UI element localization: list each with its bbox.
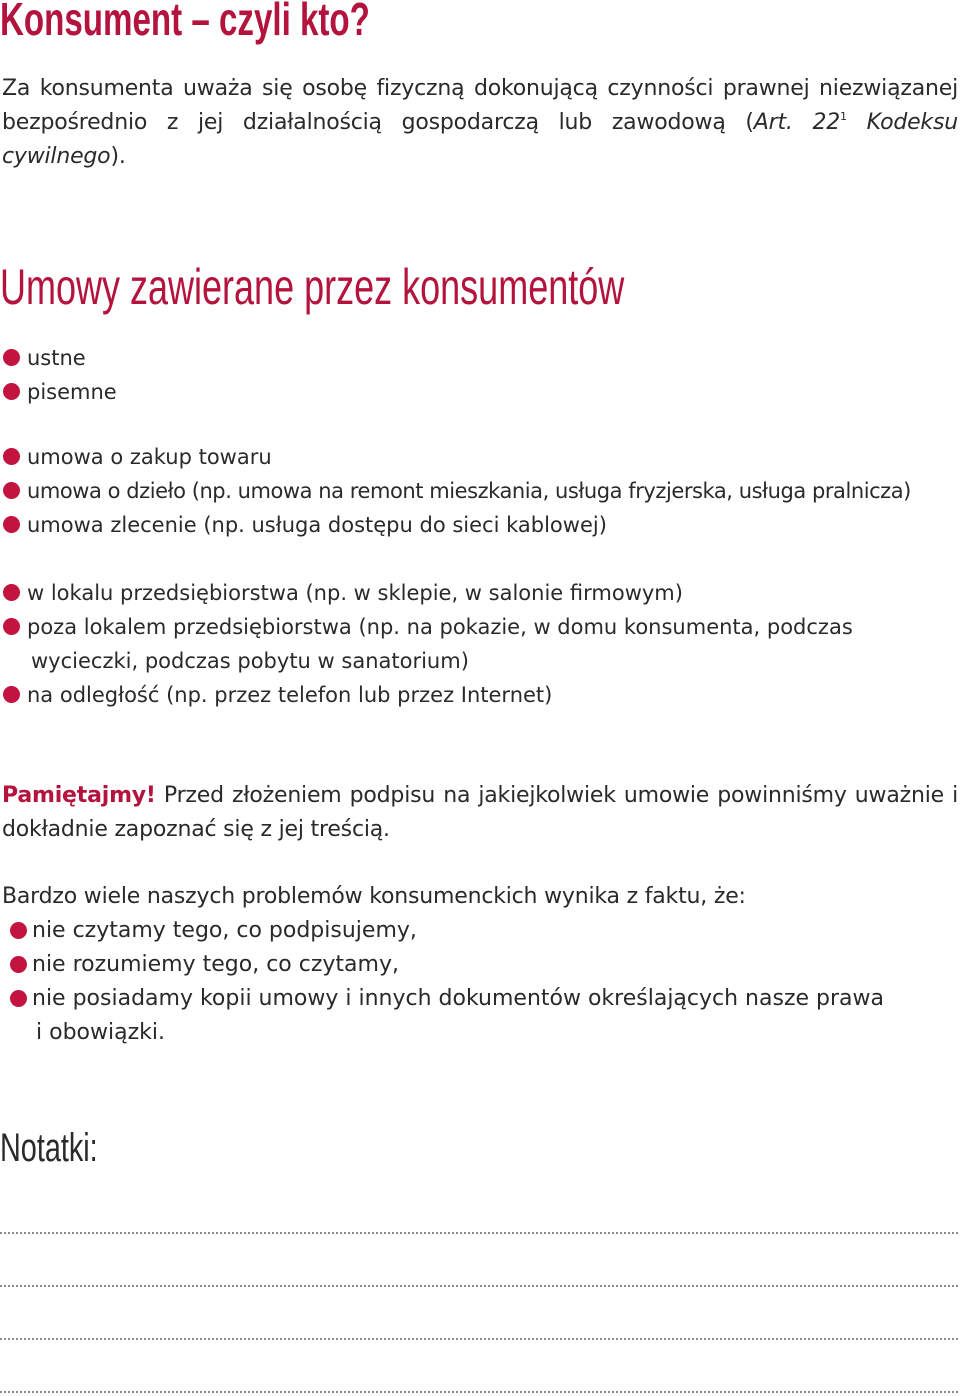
list-item-label: nie posiadamy kopii umowy i innych dokumentów określających nasze prawa [32, 986, 884, 1011]
bullet-icon [10, 956, 27, 973]
reminder-text: Przed złożeniem podpisu na jakiejkolwiek umowie powinniśmy uważnie i dokładnie zapoznać się z jej treścią. [2, 783, 958, 842]
list-item [2, 341, 117, 375]
list-item-label: na odległość (np. przez telefon lub przez Internet) [27, 683, 553, 707]
list-item-label: poza lokalem przedsiębiorstwa (np. na pokazie, w domu konsumenta, podczas [27, 615, 853, 639]
list-item [2, 440, 911, 474]
list-item-label: pisemne [27, 380, 117, 404]
contracts-heading: Umowy zawierane przez konsumentów [0, 259, 625, 315]
list-item [2, 474, 911, 508]
bullet-icon [3, 584, 20, 601]
list-item-label: w lokalu przedsiębiorstwa (np. w sklepie, w salonie firmowym) [27, 581, 683, 605]
problems-list [2, 914, 884, 1050]
definition-code: Kodeksu cywilnego [2, 110, 958, 169]
bullet-icon [3, 618, 20, 635]
problems-intro: Bardzo wiele naszych problemów konsumenckich wynika z faktu, że: [2, 884, 746, 909]
notes-line[interactable] [0, 1232, 958, 1234]
definition-article: Art. 22 [753, 110, 841, 135]
list-item [2, 508, 911, 542]
bullet-icon [10, 922, 27, 939]
bullet-icon [3, 516, 20, 533]
reminder-lead: Pamiętajmy! [2, 783, 156, 808]
bullet-icon [3, 349, 20, 366]
notes-line[interactable] [0, 1338, 958, 1340]
notes-heading: Notatki: [0, 1126, 98, 1170]
bullet-icon [3, 448, 20, 465]
notes-line[interactable] [0, 1391, 958, 1393]
definition-closing: ). [110, 144, 126, 169]
notes-line[interactable] [0, 1285, 958, 1287]
list-item-continuation: i obowiązki. [36, 1020, 165, 1045]
bullet-icon [3, 686, 20, 703]
list-item [2, 375, 117, 409]
definition-text: Za konsumenta uważa się osobę fizyczną dokonującą czynności prawnej niezwiązanej bezpośrednio z jej działalnością gospodarczą lub zawodową ( [2, 76, 958, 135]
definition-article-superscript: 1 [840, 110, 847, 123]
list-item-label: ustne [27, 346, 86, 370]
bullet-icon [3, 482, 20, 499]
bullet-icon [3, 383, 20, 400]
contract-place-list [2, 576, 853, 712]
consumer-definition [2, 72, 958, 174]
bullet-icon [10, 990, 27, 1007]
list-item [2, 610, 853, 678]
reminder-note [2, 779, 958, 847]
contract-form-list [2, 341, 117, 409]
list-item-continuation: wycieczki, podczas pobytu w sanatorium) [31, 649, 469, 673]
list-item [2, 678, 853, 712]
list-item-label: nie czytamy tego, co podpisujemy, [32, 918, 417, 943]
list-item-label: umowa zlecenie (np. usługa dostępu do sieci kablowej) [27, 513, 607, 537]
page-title: Konsument – czyli kto? [0, 0, 370, 45]
list-item [2, 576, 853, 610]
contract-type-list [2, 440, 911, 542]
list-item-label: umowa o dzieło (np. umowa na remont mieszkania, usługa fryzjerska, usługa pralnicza) [27, 479, 911, 503]
list-item [2, 982, 884, 1050]
list-item [2, 914, 884, 948]
list-item-label: nie rozumiemy tego, co czytamy, [32, 952, 399, 977]
list-item [2, 948, 884, 982]
list-item-label: umowa o zakup towaru [27, 445, 272, 469]
